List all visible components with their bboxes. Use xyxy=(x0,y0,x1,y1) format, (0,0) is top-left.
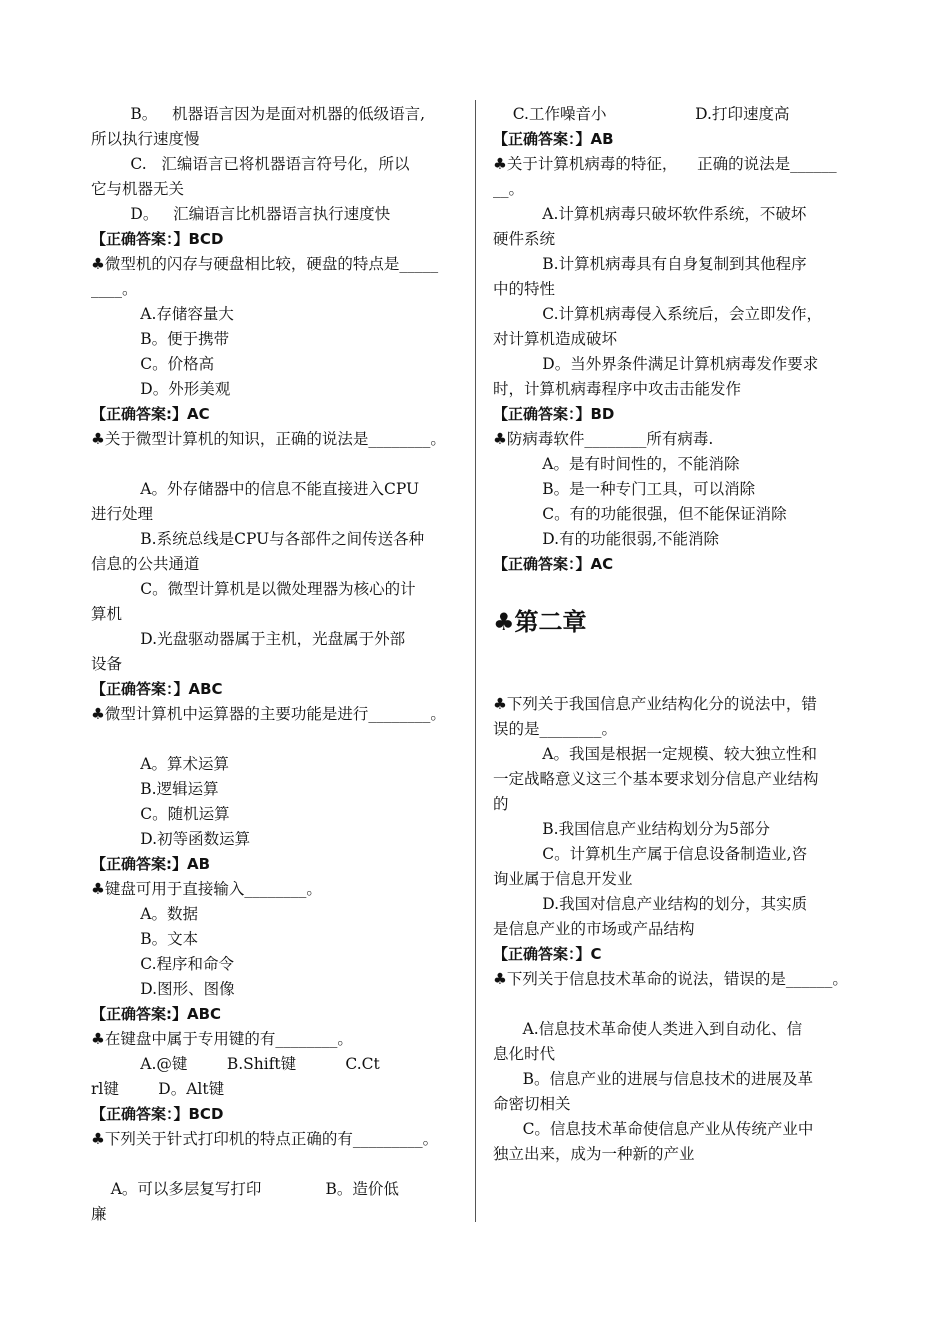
option-text: A。外存储器中的信息不能直接进入CPU xyxy=(91,480,420,498)
option-text: D.初等函数运算 xyxy=(91,830,251,848)
question-text: ♣关于计算机病毒的特征， 正确的说法是______ xyxy=(493,155,837,173)
option-text: A.存储容量大 xyxy=(91,305,234,323)
chapter-heading: ♣第二章 xyxy=(493,608,587,636)
option-text: 中的特性 xyxy=(493,280,556,298)
option-text: rl键 D。Alt键 xyxy=(91,1080,225,1098)
answer-line: 【正确答案:】AB xyxy=(91,855,211,873)
option-text: 命密切相关 xyxy=(493,1095,571,1113)
option-text: B.我国信息产业结构划分为5部分 xyxy=(493,820,770,838)
question-text: ♣微型机的闪存与硬盘相比较，硬盘的特点是_____ xyxy=(91,255,439,273)
option-text: 对计算机造成破坏 xyxy=(493,330,618,348)
option-text: A。是有时间性的，不能消除 xyxy=(493,455,740,473)
option-text: 是信息产业的市场或产品结构 xyxy=(493,920,695,938)
option-text: A.信息技术革命使人类进入到自动化、信 xyxy=(493,1020,803,1038)
answer-line: 【正确答案：】C xyxy=(493,945,602,963)
question-text: ♣键盘可用于直接输入________。 xyxy=(91,880,322,898)
question-text: ♣关于微型计算机的知识，正确的说法是________。 xyxy=(91,430,446,448)
blank-line xyxy=(493,577,858,602)
option-text: 算机 xyxy=(91,605,123,623)
blank-line xyxy=(493,992,858,1017)
option-text: B.计算机病毒具有自身复制到其他程序 xyxy=(493,255,807,273)
option-text: 询业属于信息开发业 xyxy=(493,870,633,888)
blank-line xyxy=(91,1152,466,1177)
question-text: 误的是________。 xyxy=(493,720,618,738)
option-text: 独立出来，成为一种新的产业 xyxy=(493,1145,695,1163)
option-text: 一定战略意义这三个基本要求划分信息产业结构 xyxy=(493,770,819,788)
answer-line: 【正确答案：】BCD xyxy=(91,230,224,248)
option-text: 息化时代 xyxy=(493,1045,556,1063)
option-text: 进行处理 xyxy=(91,505,154,523)
option-text: C.工作噪音小 D.打印速度高 xyxy=(493,105,790,123)
answer-line: 【正确答案：】BD xyxy=(493,405,615,423)
option-text: B。 机器语言因为是面对机器的低级语言, xyxy=(91,105,426,123)
option-text: A。数据 xyxy=(91,905,198,923)
option-text: 信息的公共通道 xyxy=(91,555,200,573)
option-text: D。 汇编语言比机器语言执行速度快 xyxy=(91,205,391,223)
option-text: D.图形、图像 xyxy=(91,980,235,998)
option-text: C。计算机生产属于信息设备制造业,咨 xyxy=(493,845,808,863)
option-text: D。外形美观 xyxy=(91,380,231,398)
option-text: A.@键 B.Shift键 C.Ct xyxy=(91,1055,380,1073)
option-text: A.计算机病毒只破坏软件系统，不破坏 xyxy=(493,205,807,223)
option-text: C。随机运算 xyxy=(91,805,230,823)
option-text: A。我国是根据一定规模、较大独立性和 xyxy=(493,745,817,763)
option-text: 时，计算机病毒程序中攻击击能发作 xyxy=(493,380,742,398)
left-column xyxy=(91,102,466,1227)
option-text: 所以执行速度慢 xyxy=(91,130,200,148)
answer-line: 【正确答案:】AC xyxy=(91,405,210,423)
question-text: ♣在键盘中属于专用键的有________。 xyxy=(91,1030,353,1048)
option-text: B。文本 xyxy=(91,930,199,948)
answer-line: 【正确答案：】ABC xyxy=(91,680,223,698)
blank-line xyxy=(493,642,858,667)
option-text: 廉 xyxy=(91,1205,107,1223)
option-text: 的 xyxy=(493,795,509,813)
option-text: C。有的功能很强，但不能保证消除 xyxy=(493,505,787,523)
option-text: C。价格高 xyxy=(91,355,215,373)
answer-line: 【正确答案：】BCD xyxy=(91,1105,224,1123)
blank-line xyxy=(91,727,466,752)
option-text: 硬件系统 xyxy=(493,230,556,248)
option-text: C。信息技术革命使信息产业从传统产业中 xyxy=(493,1120,814,1138)
option-text: B.逻辑运算 xyxy=(91,780,219,798)
option-text: D.我国对信息产业结构的划分，其实质 xyxy=(493,895,808,913)
option-text: C。微型计算机是以微处理器为核心的计 xyxy=(91,580,416,598)
option-text: B。便于携带 xyxy=(91,330,230,348)
question-text: ♣下列关于信息技术革命的说法，错误的是______。 xyxy=(493,970,848,988)
question-text: ♣防病毒软件________所有病毒. xyxy=(493,430,714,448)
blank-line xyxy=(91,452,466,477)
answer-line: 【正确答案:】ABC xyxy=(91,1005,222,1023)
answer-line: 【正确答案：】AB xyxy=(493,130,614,148)
option-text: B。信息产业的进展与信息技术的进展及革 xyxy=(493,1070,813,1088)
right-column xyxy=(493,102,858,1167)
option-text: C. 汇编语言已将机器语言符号化，所以 xyxy=(91,155,410,173)
option-text: D.有的功能很弱,不能消除 xyxy=(493,530,720,548)
question-text: ♣微型计算机中运算器的主要功能是进行________。 xyxy=(91,705,446,723)
question-text: ♣下列关于我国信息产业结构化分的说法中，错 xyxy=(493,695,817,713)
column-divider xyxy=(475,100,476,1222)
question-text: __。 xyxy=(493,180,525,198)
option-text: B.系统总线是CPU与各部件之间传送各种 xyxy=(91,530,425,548)
option-text: D.光盘驱动器属于主机，光盘属于外部 xyxy=(91,630,406,648)
option-text: 设备 xyxy=(91,655,123,673)
question-text: ♣下列关于针式打印机的特点正确的有_________。 xyxy=(91,1130,439,1148)
option-text: A。可以多层复写打印 B。造价低 xyxy=(91,1180,399,1198)
option-text: D。当外界条件满足计算机病毒发作要求 xyxy=(493,355,819,373)
answer-line: 【正确答案：】AC xyxy=(493,555,614,573)
option-text: A。算术运算 xyxy=(91,755,229,773)
question-text: ____。 xyxy=(91,280,138,298)
option-text: B。是一种专门工具，可以消除 xyxy=(493,480,756,498)
option-text: 它与机器无关 xyxy=(91,180,185,198)
option-text: C.计算机病毒侵入系统后，会立即发作， xyxy=(493,305,823,323)
option-text: C.程序和命令 xyxy=(91,955,235,973)
blank-line xyxy=(493,667,858,692)
